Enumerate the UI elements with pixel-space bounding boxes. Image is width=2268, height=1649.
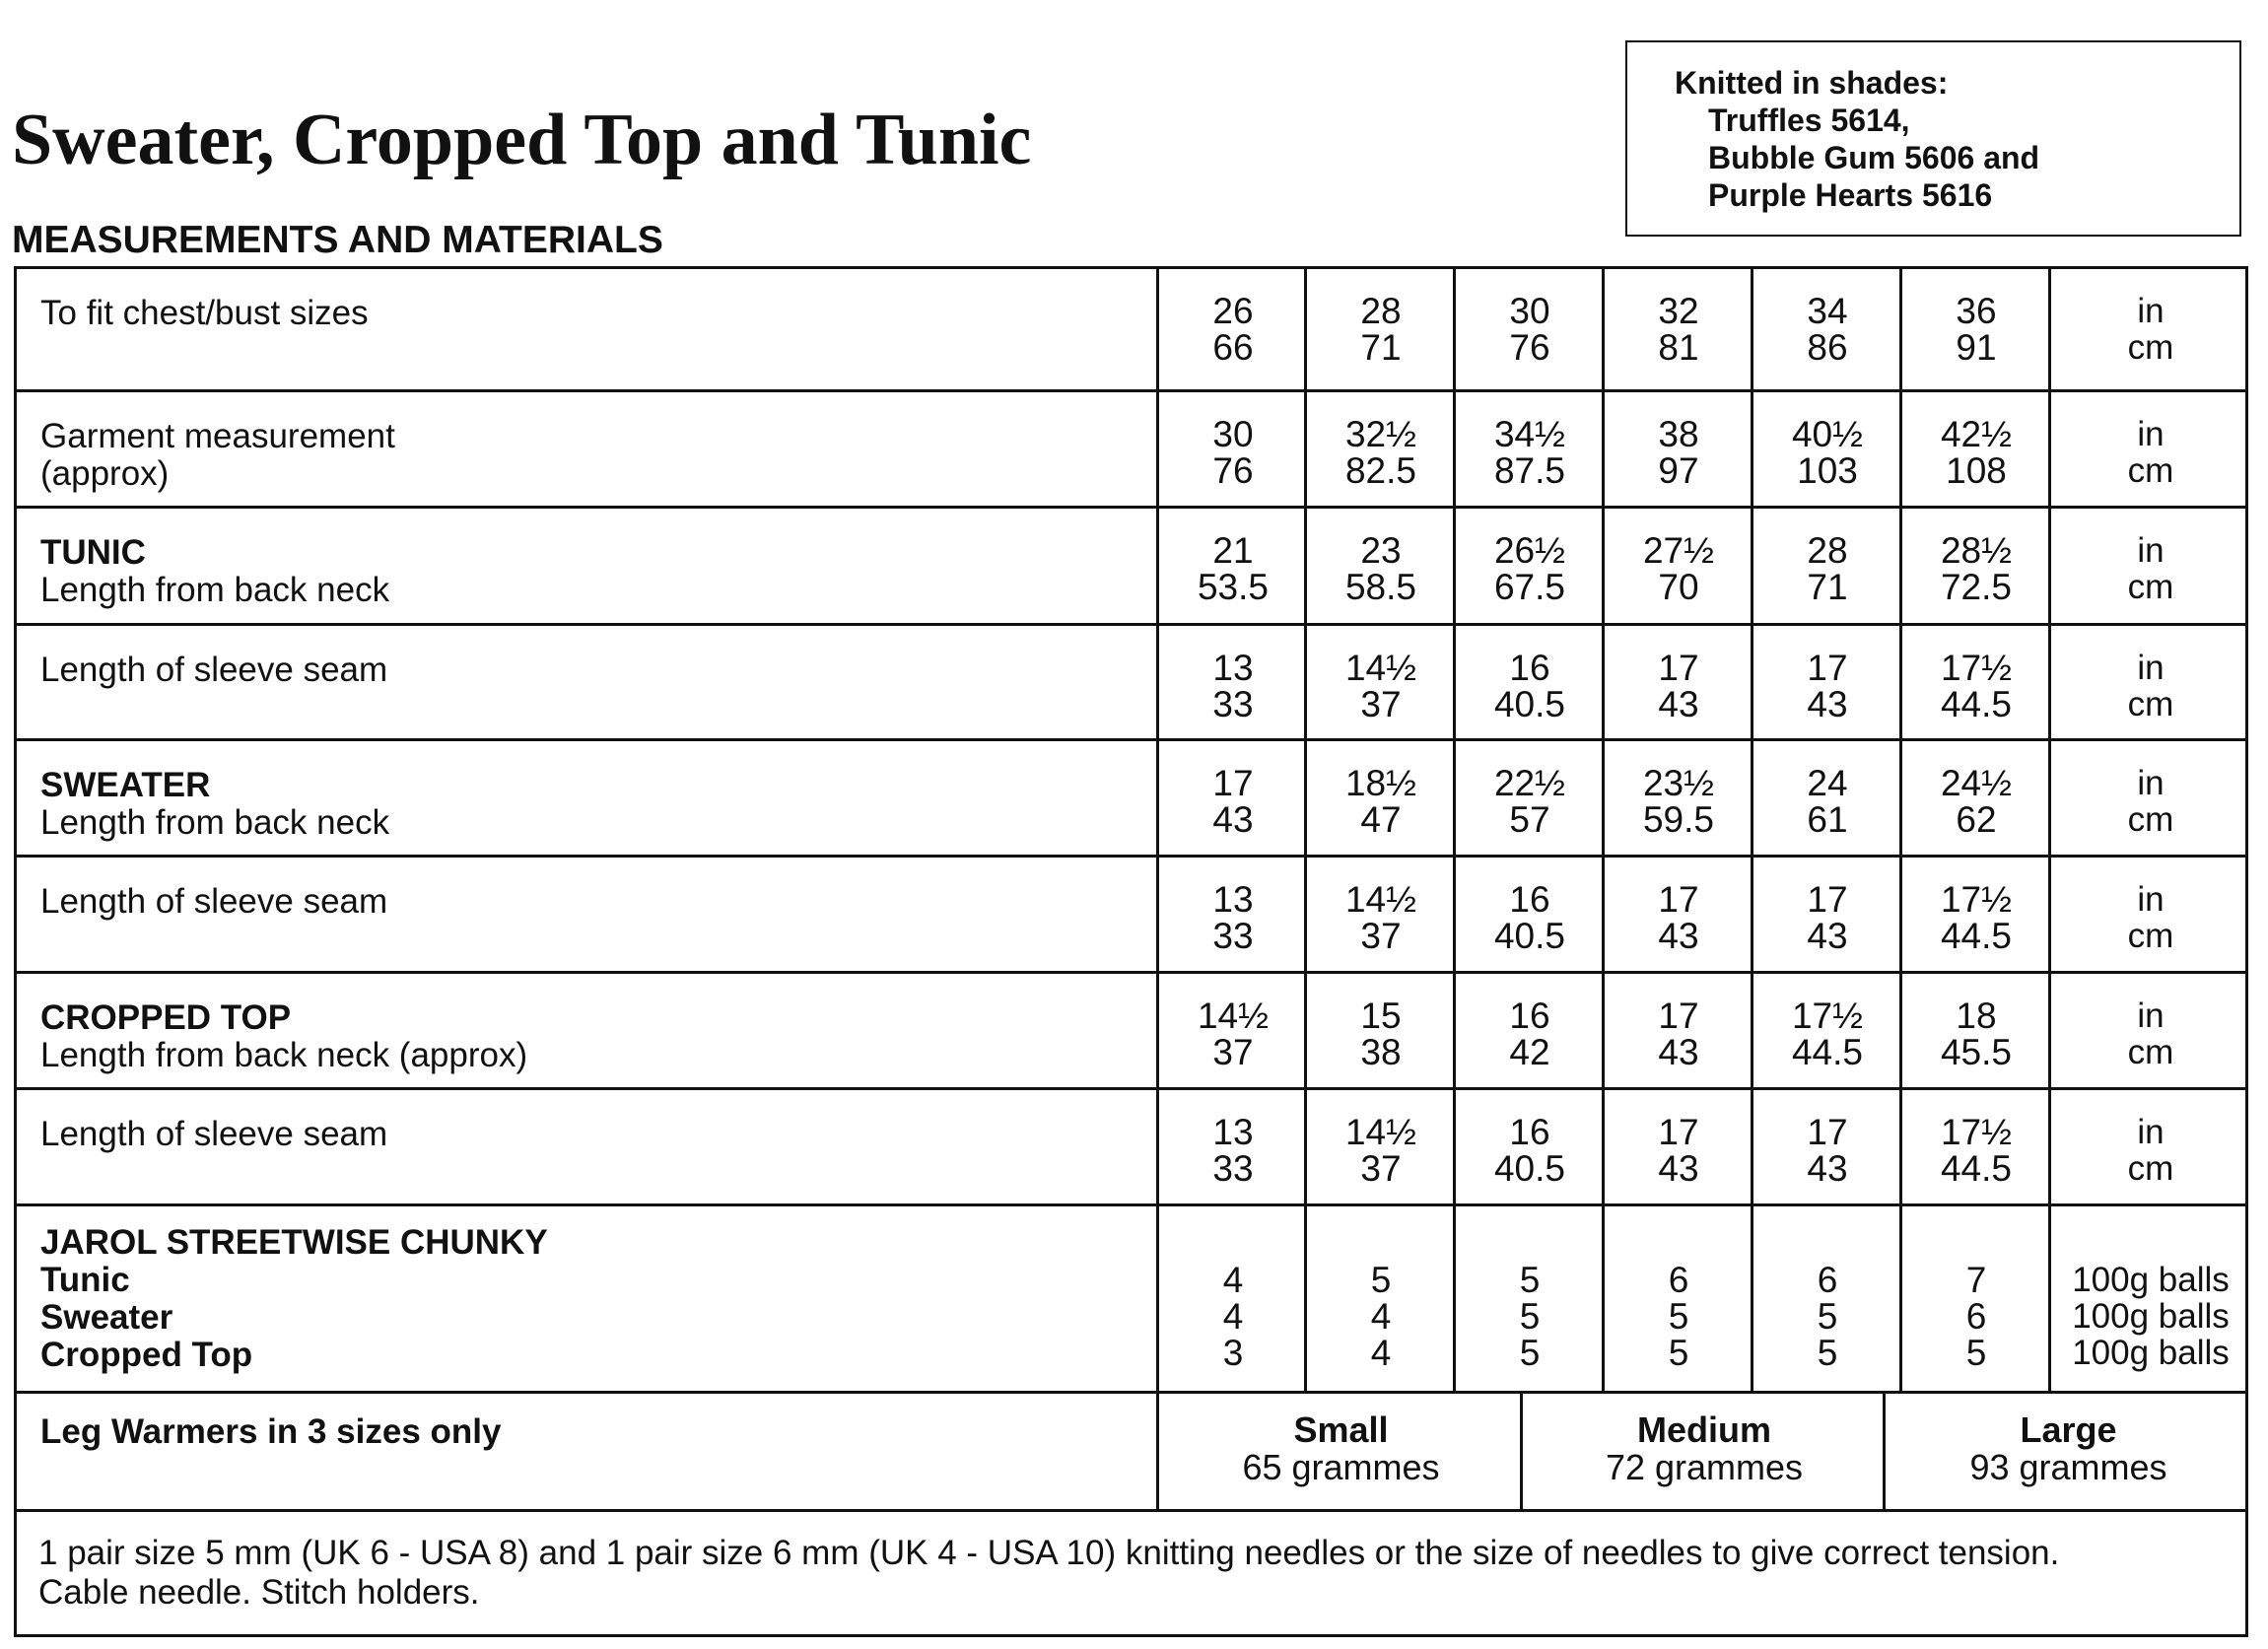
size-value-cell [1758, 765, 1896, 838]
value-cm: 59.5 [1642, 799, 1714, 840]
size-weight: 93 grammes [1969, 1447, 2167, 1487]
row-divider [17, 1087, 2245, 1090]
size-value-cell [1907, 881, 2045, 954]
size-value-cell [1758, 650, 1896, 722]
value-cm: 43 [1212, 799, 1254, 840]
row-divider [17, 506, 2245, 509]
value-in: 14½ [1344, 879, 1416, 920]
value-cm: 86 [1807, 327, 1848, 368]
yarn-quantity-cell [1907, 1262, 2045, 1371]
size-value-cell [1461, 765, 1599, 838]
value-cm: 44.5 [1940, 916, 2012, 956]
value-in: 16 [1509, 879, 1550, 920]
shades-heading: Knitted in shades: [1675, 65, 1949, 101]
ball-count: 5 [1519, 1260, 1541, 1300]
ball-count: 5 [1668, 1333, 1689, 1373]
value-in: 28½ [1940, 530, 2012, 571]
size-value-cell [1610, 650, 1748, 722]
value-cm: 33 [1212, 684, 1254, 724]
needles-note [38, 1534, 2059, 1613]
size-value-cell [1461, 532, 1599, 605]
value-cm: 43 [1658, 1032, 1699, 1072]
value-cm: 61 [1807, 799, 1848, 840]
value-cm: 44.5 [1940, 684, 2012, 724]
value-in: 38 [1658, 414, 1699, 454]
size-value-cell [1461, 997, 1599, 1070]
column-divider [1453, 266, 1456, 1391]
ball-count: 5 [1370, 1260, 1392, 1300]
size-value-cell [1907, 1114, 2045, 1187]
value-in: 32½ [1344, 414, 1416, 454]
size-value-cell [1312, 997, 1450, 1070]
row-divider [17, 1203, 2245, 1206]
value-cm: 37 [1360, 916, 1402, 956]
value-in: 42½ [1940, 414, 2012, 454]
size-value-cell [1461, 881, 1599, 954]
yarn-quantity-cell [1312, 1262, 1450, 1371]
size-weight: 65 grammes [1242, 1447, 1440, 1487]
size-value-cell [1907, 765, 2045, 838]
size-value-cell [1312, 765, 1450, 838]
value-in: 13 [1212, 879, 1254, 920]
size-value-cell [1610, 765, 1748, 838]
value-in: 26 [1212, 291, 1254, 331]
ball-count: 5 [1519, 1333, 1541, 1373]
size-value-cell [1610, 416, 1748, 489]
row-label [40, 767, 389, 842]
ball-count: 6 [1668, 1260, 1689, 1300]
unit-in: in [2137, 996, 2165, 1035]
size-value-cell [1461, 293, 1599, 366]
size-value-cell [1164, 293, 1302, 366]
size-value-cell [1758, 997, 1896, 1070]
column-divider [1899, 266, 1902, 1391]
value-cm: 53.5 [1197, 567, 1269, 607]
value-in: 17½ [1791, 996, 1863, 1036]
ball-count: 5 [1668, 1296, 1689, 1337]
value-cm: 62 [1956, 799, 1997, 840]
value-cm: 70 [1658, 567, 1699, 607]
unit-cell [2062, 765, 2239, 838]
value-in: 23½ [1642, 763, 1714, 803]
column-divider [2048, 266, 2051, 1391]
row-heading: SWEATER [40, 766, 211, 804]
size-value-cell [1312, 881, 1450, 954]
value-in: 30 [1212, 414, 1254, 454]
size-value-cell [1907, 293, 2045, 366]
value-cm: 43 [1658, 684, 1699, 724]
unit-cm: cm [2127, 1033, 2174, 1071]
size-value-cell [1164, 997, 1302, 1070]
size-value-cell [1164, 416, 1302, 489]
column-divider [1751, 266, 1753, 1391]
value-cm: 103 [1797, 450, 1858, 491]
ball-unit: 100g balls [2072, 1261, 2230, 1299]
unit-cell [2062, 650, 2239, 722]
value-in: 13 [1212, 648, 1254, 688]
value-cm: 37 [1212, 1032, 1254, 1072]
value-in: 17 [1212, 763, 1254, 803]
value-cm: 40.5 [1493, 1148, 1565, 1189]
row-divider [17, 971, 2245, 974]
value-cm: 37 [1360, 684, 1402, 724]
row-divider [17, 1509, 2245, 1512]
value-in: 17 [1658, 879, 1699, 920]
shade-line: Purple Hearts 5616 [1708, 177, 1993, 213]
yarn-quantity-cell [1164, 1262, 1302, 1371]
unit-cm: cm [2127, 568, 2174, 606]
row-label-text: To fit chest/bust sizes [40, 294, 369, 332]
value-in: 17½ [1940, 879, 2012, 920]
column-divider [1602, 266, 1605, 1391]
yarn-heading: JAROL STREETWISE CHUNKY [40, 1223, 548, 1262]
unit-cm: cm [2127, 917, 2174, 955]
unit-cell [2062, 293, 2239, 366]
row-heading: CROPPED TOP [40, 998, 292, 1037]
unit-in: in [2137, 1113, 2165, 1151]
value-cm: 33 [1212, 1148, 1254, 1189]
row-label [40, 1116, 387, 1153]
row-label [40, 418, 395, 493]
value-in: 26½ [1493, 530, 1565, 571]
shade-line: Bubble Gum 5606 and [1708, 140, 2040, 175]
yarn-item: Tunic [40, 1261, 130, 1299]
size-value-cell [1164, 881, 1302, 954]
size-value-cell [1758, 1114, 1896, 1187]
ball-count: 5 [1817, 1333, 1838, 1373]
size-name: Large [2020, 1409, 2117, 1450]
size-value-cell [1907, 532, 2045, 605]
leg-warmers-text: Leg Warmers in 3 sizes only [40, 1412, 502, 1451]
ball-count: 5 [1519, 1296, 1541, 1337]
row-divider [17, 623, 2245, 626]
unit-cm: cm [2127, 1149, 2174, 1188]
value-in: 36 [1956, 291, 1997, 331]
ball-count: 4 [1222, 1296, 1244, 1337]
value-in: 16 [1509, 1112, 1550, 1152]
value-cm: 47 [1360, 799, 1402, 840]
value-cm: 40.5 [1493, 684, 1565, 724]
leg-warmers-label [40, 1413, 501, 1451]
value-cm: 67.5 [1493, 567, 1565, 607]
ball-count: 6 [1965, 1296, 1987, 1337]
row-label [40, 534, 389, 609]
value-cm: 44.5 [1940, 1148, 2012, 1189]
value-cm: 58.5 [1344, 567, 1416, 607]
value-in: 17 [1807, 879, 1848, 920]
row-label-text: (approx) [40, 454, 170, 493]
size-value-cell [1907, 650, 2045, 722]
size-value-cell [1610, 293, 1748, 366]
value-cm: 40.5 [1493, 916, 1565, 956]
value-cm: 38 [1360, 1032, 1402, 1072]
value-in: 16 [1509, 648, 1550, 688]
size-value-cell [1907, 416, 2045, 489]
value-in: 23 [1360, 530, 1402, 571]
unit-in: in [2137, 531, 2165, 570]
value-cm: 43 [1658, 916, 1699, 956]
value-cm: 45.5 [1940, 1032, 2012, 1072]
value-cm: 76 [1509, 327, 1550, 368]
size-value-cell [1758, 293, 1896, 366]
ball-unit: 100g balls [2072, 1334, 2230, 1372]
size-value-cell [1164, 765, 1302, 838]
value-in: 30 [1509, 291, 1550, 331]
value-cm: 71 [1360, 327, 1402, 368]
value-in: 17 [1658, 648, 1699, 688]
unit-cell [2062, 532, 2239, 605]
value-in: 17½ [1940, 1112, 2012, 1152]
unit-cell [2062, 881, 2239, 954]
size-weight: 72 grammes [1605, 1447, 1804, 1487]
unit-cm: cm [2127, 800, 2174, 839]
value-in: 34½ [1493, 414, 1565, 454]
size-value-cell [1461, 650, 1599, 722]
value-in: 16 [1509, 996, 1550, 1036]
unit-cell [2062, 997, 2239, 1070]
value-cm: 87.5 [1493, 450, 1565, 491]
row-label-text: Length from back neck [40, 803, 390, 842]
size-name: Small [1293, 1409, 1389, 1450]
value-cm: 91 [1956, 327, 1997, 368]
row-label-text: Garment measurement [40, 417, 395, 455]
value-cm: 43 [1658, 1148, 1699, 1189]
value-in: 24½ [1940, 763, 2012, 803]
value-in: 34 [1807, 291, 1848, 331]
value-in: 21 [1212, 530, 1254, 571]
needles-line: 1 pair size 5 mm (UK 6 - USA 8) and 1 pair size 6 mm (UK 4 - USA 10) knitting needles or the size of needles to give correct tension. [38, 1534, 2060, 1572]
size-value-cell [1610, 1114, 1748, 1187]
row-label-text: Length from back neck (approx) [40, 1036, 528, 1074]
size-value-cell [1312, 532, 1450, 605]
value-in: 15 [1360, 996, 1402, 1036]
row-divider [17, 389, 2245, 392]
ball-count: 4 [1370, 1296, 1392, 1337]
row-label [40, 883, 387, 921]
unit-cm: cm [2127, 328, 2174, 367]
value-cm: 57 [1509, 799, 1550, 840]
value-in: 17½ [1940, 648, 2012, 688]
row-label [40, 999, 527, 1074]
unit-in: in [2137, 649, 2165, 687]
value-cm: 43 [1807, 684, 1848, 724]
ball-count: 3 [1222, 1333, 1244, 1373]
unit-cell [2062, 1114, 2239, 1187]
row-divider [17, 855, 2245, 858]
page-title: Sweater, Cropped Top and Tunic [12, 100, 1032, 180]
ball-unit: 100g balls [2072, 1297, 2230, 1336]
column-divider [1304, 266, 1307, 1391]
section-heading: MEASUREMENTS AND MATERIALS [12, 219, 663, 261]
row-divider [17, 738, 2245, 741]
row-label-text: Length of sleeve seam [40, 882, 388, 921]
unit-in: in [2137, 292, 2165, 330]
value-in: 18½ [1344, 763, 1416, 803]
value-cm: 76 [1212, 450, 1254, 491]
value-cm: 66 [1212, 327, 1254, 368]
ball-count: 4 [1222, 1260, 1244, 1300]
yarn-quantity-cell [1758, 1262, 1896, 1371]
yarn-quantity-cell [1461, 1262, 1599, 1371]
row-label [40, 652, 387, 689]
size-value-cell [1164, 1114, 1302, 1187]
value-cm: 33 [1212, 916, 1254, 956]
size-value-cell [1907, 997, 2045, 1070]
row-divider [17, 1391, 2245, 1394]
leg-warmer-size-cell [1523, 1411, 1886, 1486]
needles-line: Cable needle. Stitch holders. [38, 1573, 480, 1612]
ball-count: 6 [1817, 1260, 1838, 1300]
row-label-text: Length of sleeve seam [40, 1115, 388, 1153]
leg-warmer-size-cell [1159, 1411, 1523, 1486]
size-value-cell [1610, 997, 1748, 1070]
size-value-cell [1312, 416, 1450, 489]
yarn-item: Sweater [40, 1298, 173, 1337]
yarn-item: Cropped Top [40, 1336, 253, 1374]
value-in: 22½ [1493, 763, 1565, 803]
measurements-table [14, 266, 2248, 1637]
size-value-cell [1312, 650, 1450, 722]
value-cm: 71 [1807, 567, 1848, 607]
shades-box [1625, 40, 2241, 237]
value-in: 28 [1360, 291, 1402, 331]
value-in: 18 [1956, 996, 1997, 1036]
value-cm: 81 [1658, 327, 1699, 368]
row-label-text: Length from back neck [40, 571, 390, 609]
ball-count: 4 [1370, 1333, 1392, 1373]
value-in: 24 [1807, 763, 1848, 803]
value-in: 32 [1658, 291, 1699, 331]
ball-count: 7 [1965, 1260, 1987, 1300]
unit-in: in [2137, 415, 2165, 453]
row-label-text: Length of sleeve seam [40, 651, 388, 689]
value-cm: 72.5 [1940, 567, 2012, 607]
unit-in: in [2137, 764, 2165, 802]
value-in: 17 [1807, 648, 1848, 688]
size-value-cell [1610, 881, 1748, 954]
value-in: 13 [1212, 1112, 1254, 1152]
size-value-cell [1312, 293, 1450, 366]
leg-warmer-size-cell [1886, 1411, 2251, 1486]
unit-cm: cm [2127, 685, 2174, 723]
yarn-label [40, 1224, 548, 1374]
size-name: Medium [1636, 1409, 1771, 1450]
value-cm: 43 [1807, 916, 1848, 956]
column-divider [1156, 266, 1159, 1391]
value-in: 28 [1807, 530, 1848, 571]
size-value-cell [1758, 881, 1896, 954]
ball-count: 5 [1817, 1296, 1838, 1337]
row-label [40, 295, 369, 332]
value-cm: 82.5 [1344, 450, 1416, 491]
ball-count: 5 [1965, 1333, 1987, 1373]
size-value-cell [1312, 1114, 1450, 1187]
value-cm: 44.5 [1791, 1032, 1863, 1072]
value-in: 27½ [1642, 530, 1714, 571]
value-in: 40½ [1791, 414, 1863, 454]
value-in: 17 [1807, 1112, 1848, 1152]
size-value-cell [1758, 532, 1896, 605]
unit-cell [2062, 416, 2239, 489]
value-cm: 97 [1658, 450, 1699, 491]
value-in: 14½ [1344, 648, 1416, 688]
value-cm: 43 [1807, 1148, 1848, 1189]
yarn-unit-cell [2052, 1262, 2249, 1371]
unit-in: in [2137, 880, 2165, 919]
value-in: 17 [1658, 1112, 1699, 1152]
value-cm: 42 [1509, 1032, 1550, 1072]
shade-line: Truffles 5614, [1708, 103, 1910, 138]
size-value-cell [1758, 416, 1896, 489]
size-value-cell [1461, 416, 1599, 489]
value-cm: 108 [1946, 450, 2007, 491]
yarn-quantity-cell [1610, 1262, 1748, 1371]
size-value-cell [1461, 1114, 1599, 1187]
size-value-cell [1164, 532, 1302, 605]
size-value-cell [1610, 532, 1748, 605]
value-in: 14½ [1344, 1112, 1416, 1152]
size-value-cell [1164, 650, 1302, 722]
value-in: 14½ [1197, 996, 1269, 1036]
value-cm: 37 [1360, 1148, 1402, 1189]
row-heading: TUNIC [40, 533, 146, 572]
value-in: 17 [1658, 996, 1699, 1036]
unit-cm: cm [2127, 451, 2174, 490]
